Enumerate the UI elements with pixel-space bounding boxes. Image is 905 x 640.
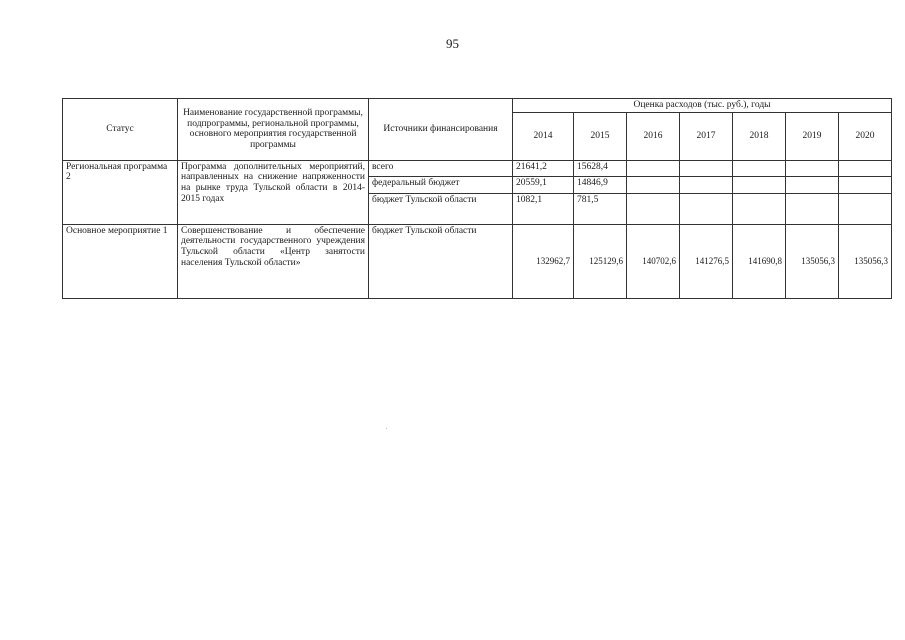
source-label: бюджет Тульской области (369, 224, 513, 298)
value-cell (786, 160, 839, 176)
table-row (63, 224, 892, 298)
value-cell: 140702,6 (627, 224, 680, 298)
value-cell (680, 176, 733, 193)
value-cell (839, 160, 892, 176)
value-cell (627, 176, 680, 193)
header-estimate: Оценка расходов (тыс. руб.), годы (513, 99, 892, 113)
header-year-2018: 2018 (733, 112, 786, 160)
value-cell (680, 160, 733, 176)
value-cell: 21641,2 (513, 160, 574, 176)
value-cell (680, 193, 733, 224)
value-cell: 15628,4 (574, 160, 627, 176)
value-cell (733, 176, 786, 193)
value-cell (627, 160, 680, 176)
page-number: 95 (446, 36, 459, 51)
value-cell: 14846,9 (574, 176, 627, 193)
value-cell (786, 193, 839, 224)
row-status: Региональная программа 2 (63, 160, 178, 224)
header-year-2020: 2020 (839, 112, 892, 160)
value-cell: 20559,1 (513, 176, 574, 193)
value-cell: 1082,1 (513, 193, 574, 224)
header-year-2016: 2016 (627, 112, 680, 160)
value-cell: 141276,5 (680, 224, 733, 298)
table-row (63, 160, 892, 176)
source-label: бюджет Тульской области (369, 193, 513, 224)
value-cell: 141690,8 (733, 224, 786, 298)
row-name: Программа дополнительных мероприятий, направленных на снижение напряженности на рынке труда Тульской области в 2014-2015 годах (178, 160, 369, 224)
source-label: всего (369, 160, 513, 176)
value-cell (786, 176, 839, 193)
value-cell (839, 176, 892, 193)
header-year-2015: 2015 (574, 112, 627, 160)
header-year-2017: 2017 (680, 112, 733, 160)
value-cell (839, 193, 892, 224)
header-name: Наименование государственной программы, подпрограммы, региональной программы, основного мероприятия государственной программы (178, 99, 369, 161)
value-cell (627, 193, 680, 224)
header-year-2019: 2019 (786, 112, 839, 160)
row-status: Основное мероприятие 1 (63, 224, 178, 298)
budget-table (62, 98, 892, 299)
header-status: Статус (63, 99, 178, 161)
value-cell: 125129,6 (574, 224, 627, 298)
value-cell: 781,5 (574, 193, 627, 224)
header-year-2014: 2014 (513, 112, 574, 160)
value-cell: 135056,3 (786, 224, 839, 298)
value-cell: 132962,7 (513, 224, 574, 298)
row-name: Совершенствование и обеспечение деятельности государственного учреждения Тульской области «Центр занятости населения Тульской области» (178, 224, 369, 298)
value-cell (733, 160, 786, 176)
source-label: федеральный бюджет (369, 176, 513, 193)
header-sources: Источники финансирования (369, 99, 513, 161)
value-cell: 135056,3 (839, 224, 892, 298)
value-cell (733, 193, 786, 224)
scan-speck (386, 428, 387, 429)
